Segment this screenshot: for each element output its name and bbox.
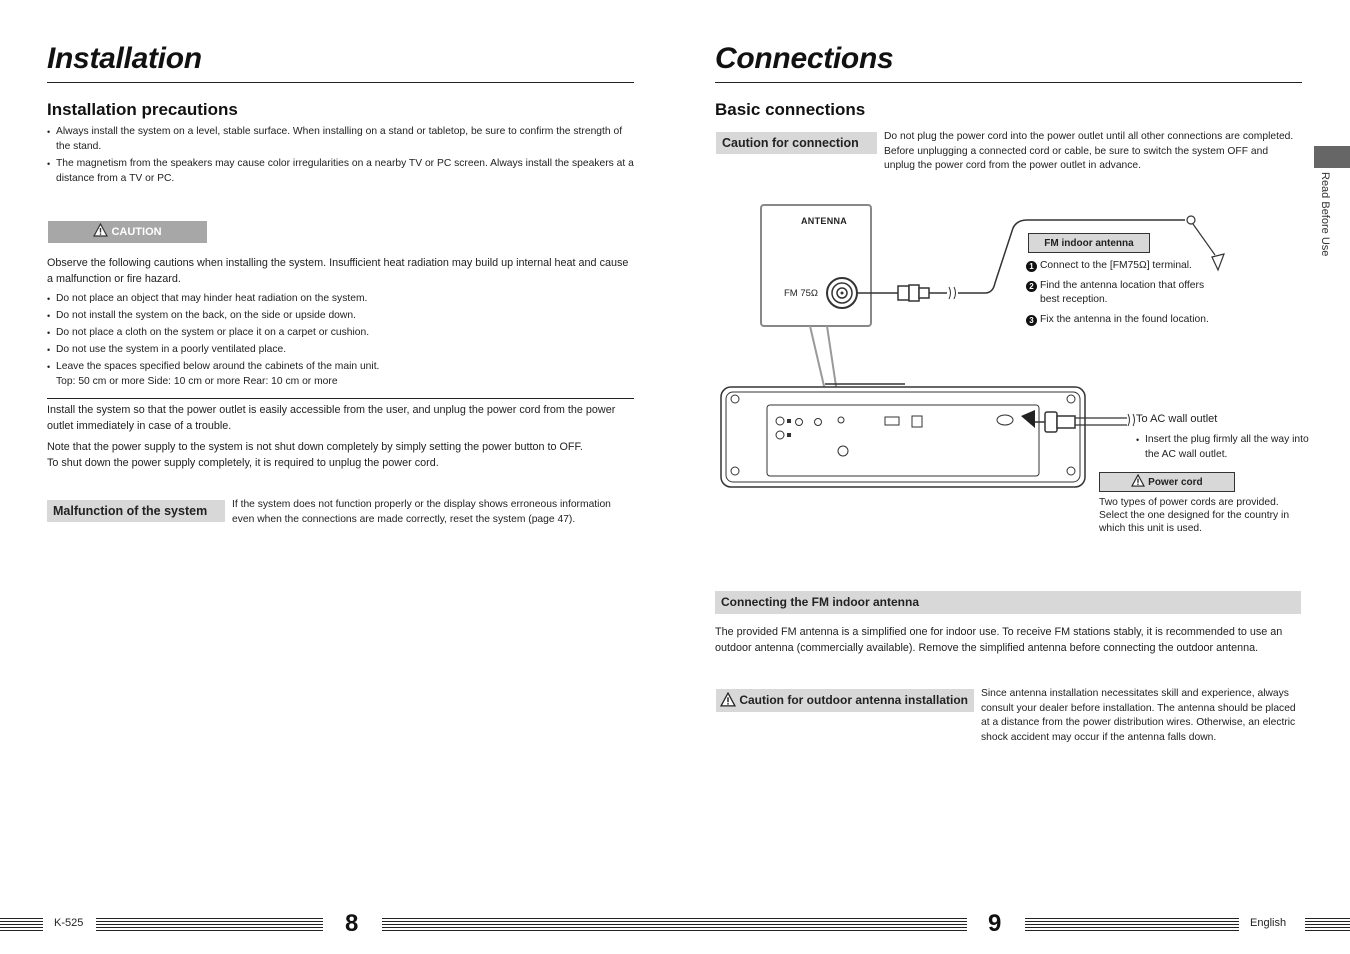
footer-rule: [0, 918, 43, 931]
caution-connection-text: Do not plug the power cord into the power outlet until all other connections are completed. Before unplugging a connected cord or cable, be sure to switch the system OFF and unplug the power cord from the power outlet in advance.: [884, 131, 1294, 171]
warning-triangle-icon: [1131, 474, 1145, 487]
list-item: • Do not install the system on the back, on the side or upside down.: [47, 309, 637, 324]
caution-end-rule: [47, 398, 634, 399]
list-item: • The magnetism from the speakers may cause color irregularities on a nearby TV or PC screen. Always install the speakers at a distance from a TV or PC.: [47, 157, 637, 186]
basic-connections-heading: Basic connections: [715, 100, 866, 119]
ac-outlet-note: • Insert the plug firmly all the way into the AC wall outlet.: [1136, 433, 1310, 462]
step-item: [1026, 259, 1216, 274]
outdoor-caution-label-box: [716, 689, 974, 712]
step-item: [1026, 313, 1216, 328]
step-text: Connect to the [FM75Ω] terminal.: [1040, 260, 1192, 271]
section-side-tab: [1314, 146, 1350, 168]
list-item: • Leave the spaces specified below around the cabinets of the main unit.: [47, 360, 637, 375]
caution-list: [47, 292, 637, 389]
power-paragraph-2: To shut down the power supply completely, it is required to unplug the power cord.: [47, 457, 439, 469]
caution-intro: Observe the following cautions when installing the system. Insufficient heat radiation may build up internal heat and cause a malfunction or fire hazard.: [47, 257, 629, 285]
footer-rule: [1305, 918, 1350, 931]
spaces-line: Top: 50 cm or more Side: 10 cm or more Rear: 10 cm or more: [56, 375, 338, 387]
step-number: 1: [1026, 261, 1037, 272]
antenna-steps: [1026, 259, 1216, 327]
list-item: • Always install the system on a level, stable surface. When installing on a stand or tabletop, be sure to confirm the strength of the stand.: [47, 125, 637, 154]
step-text: Fix the antenna in the found location.: [1040, 313, 1209, 325]
antenna-panel-label: ANTENNA: [801, 216, 848, 226]
step-item: [1026, 279, 1216, 308]
malfunction-text: If the system does not function properly or the display shows erroneous information even when the connections are made correctly, reset the system (page 47).: [232, 499, 611, 525]
caution-connection-label: Caution for connection: [716, 132, 877, 154]
title-rule: [47, 82, 634, 83]
step-number: 3: [1026, 315, 1037, 326]
list-item: • Do not place an object that may hinder heat radiation on the system.: [47, 292, 637, 307]
power-paragraph-1: Note that the power supply to the system is not shut down completely by simply setting the power button to OFF.: [47, 441, 583, 453]
page-title-connections: Connections: [715, 42, 894, 75]
caution-label: CAUTION: [111, 226, 162, 238]
fm-antenna-section-text: The provided FM antenna is a simplified one for indoor use. To receive FM stations stably, it is recommended to use an outdoor antenna (commercially available). Remove the simplified antenna before connecting the outdoor antenna.: [715, 626, 1283, 654]
outdoor-caution-text: Since antenna installation necessitates skill and experience, always consult your dealer before installation. The antenna should be placed at a distance from the power distribution wires. Otherwise, an electric shock accident may occur if the antenna falls down.: [981, 688, 1296, 743]
warning-triangle-icon: [720, 692, 736, 707]
footer-rule: [1025, 918, 1239, 931]
precautions-list: [47, 125, 637, 186]
footer-rule: [96, 918, 323, 931]
step-text: Find the antenna location that offers best reception.: [1040, 279, 1205, 305]
outdoor-caution-label: Caution for outdoor antenna installation: [739, 693, 968, 707]
side-tab-label: Read Before Use: [1319, 172, 1331, 257]
malfunction-label: Malfunction of the system: [47, 500, 225, 522]
power-cord-label: Power cord: [1148, 477, 1203, 488]
power-cord-text: Two types of power cords are provided. Select the one designed for the country in which this unit is used.: [1099, 497, 1290, 534]
list-item: • Do not use the system in a poorly ventilated place.: [47, 343, 637, 358]
footer-rule: [382, 918, 967, 931]
page-number-left: 8: [345, 910, 359, 937]
language-label: English: [1250, 917, 1287, 929]
page-title-installation: Installation: [47, 42, 202, 75]
step-number: 2: [1026, 281, 1037, 292]
page-number-right: 9: [988, 910, 1002, 937]
model-number: K-525: [54, 917, 84, 929]
installation-precautions-heading: Installation precautions: [47, 100, 238, 119]
ac-outlet-label: To AC wall outlet: [1136, 413, 1218, 425]
outlet-paragraph: Install the system so that the power outlet is easily accessible from the user, and unplug the power cord from the power outlet immediately in case of a trouble.: [47, 404, 616, 432]
fm-antenna-section-header: Connecting the FM indoor antenna: [715, 591, 1301, 614]
caution-banner: [48, 221, 207, 243]
list-item: • Do not place a cloth on the system or place it on a carpet or cushion.: [47, 326, 637, 341]
title-rule: [715, 82, 1302, 83]
fm-indoor-antenna-label: FM indoor antenna: [1028, 233, 1150, 253]
fm75-terminal-label: FM 75Ω: [784, 288, 819, 299]
warning-triangle-icon: [93, 223, 108, 237]
power-cord-label-box: [1099, 472, 1235, 492]
